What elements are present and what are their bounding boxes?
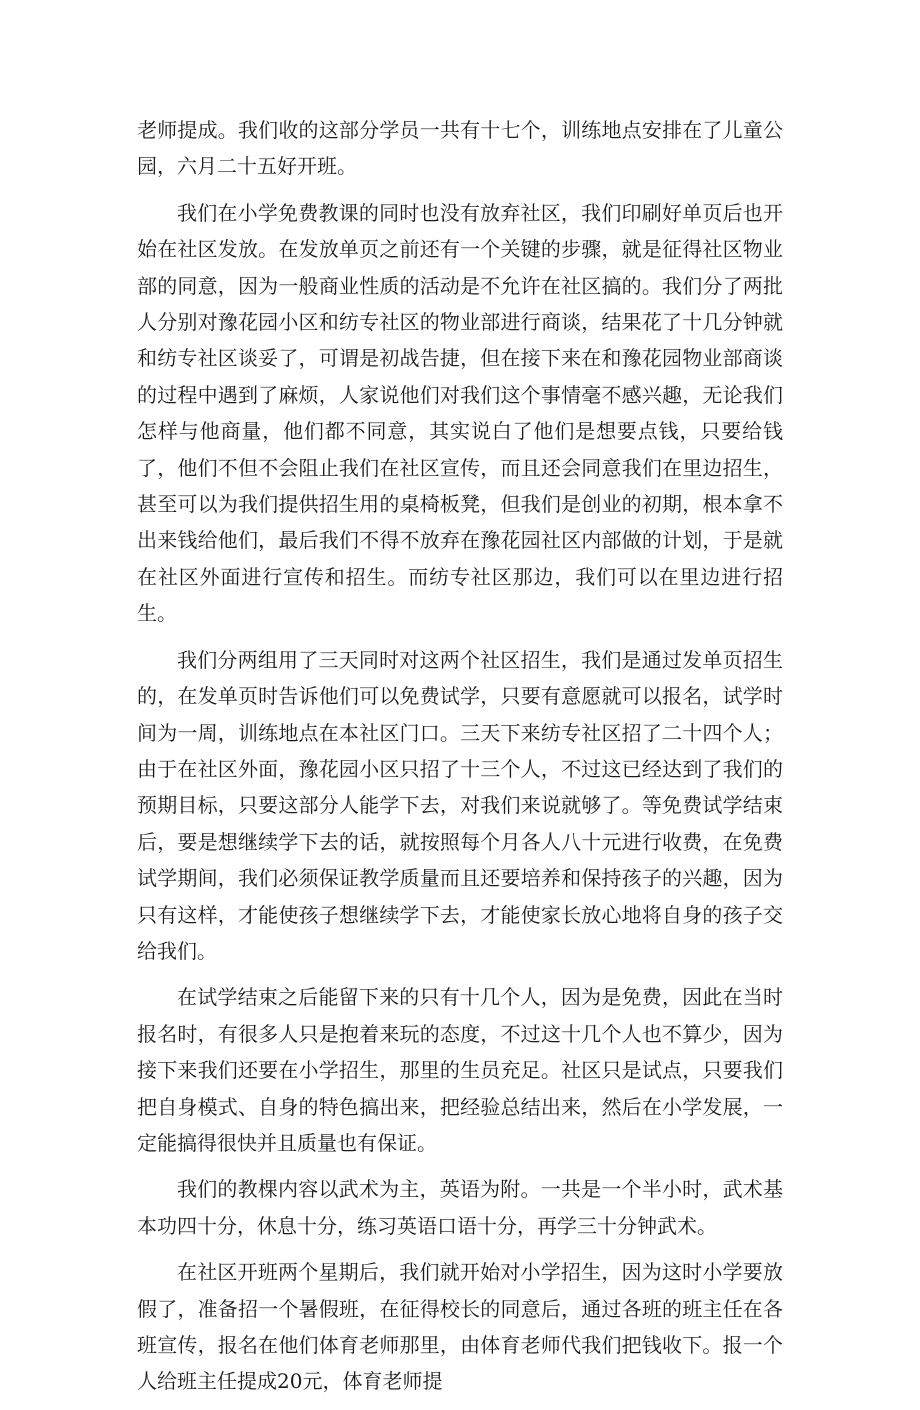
- paragraph-4: 在试学结束之后能留下来的只有十几个人，因为是免费，因此在当时报名时，有很多人只是抱着来玩的态度，不过这十几个人也不算少，因为接下来我们还要在小学招生，那里的生员充足。社区只是试点，只要我们把自身模式、自身的特色搞出来，把经验总结出来，然后在小学发展，一定能搞得很快并且质量也有保证。: [137, 985, 783, 1155]
- paragraph-2: 我们在小学免费教课的同时也没有放弃社区，我们印刷好单页后也开始在社区发放。在发放单页之前还有一个关键的步骤，就是征得社区物业部的同意，因为一般商业性质的活动是不允许在社区搞的。我们分了两批人分别对豫花园小区和纺专社区的物业部进行商谈，结果花了十几分钟就和纺专社区谈妥了，可谓是初战告捷，但在接下来在和豫花园物业部商谈的过程中遇到了麻烦，人家说他们对我们这个事情毫不感兴趣，无论我们怎样与他商量，他们都不同意，其实说白了他们是想要点钱，只要给钱了，他们不但不会阻止我们在社区宣传，而且还会同意我们在里边招生，甚至可以为我们提供招生用的桌椅板凳，但我们是创业的初期，根本拿不出来钱给他们，最后我们不得不放弃在豫花园社区内部做的计划，于是就在社区外面进行宣传和招生。而纺专社区那边，我们可以在里边进行招生。: [137, 200, 783, 626]
- paragraph-6: 在社区开班两个星期后，我们就开始对小学招生，因为这时小学要放假了，准备招一个暑假班，在征得校长的同意后，通过各班的班主任在各班宣传，报名在他们体育老师那里，由体育老师代我们把钱收下。报一个人给班主任提成20元，体育老师提: [137, 1260, 783, 1394]
- paragraph-1: 老师提成。我们收的这部分学员一共有十七个，训练地点安排在了儿童公园，六月二十五好开班。: [137, 118, 783, 179]
- paragraph-5: 我们的教棵内容以武术为主，英语为附。一共是一个半小时，武术基本功四十分，休息十分，练习英语口语十分，再学三十分钟武术。: [137, 1177, 783, 1238]
- paragraph-3: 我们分两组用了三天同时对这两个社区招生，我们是通过发单页招生的，在发单页时告诉他们可以免费试学，只要有意愿就可以报名，试学时间为一周，训练地点在本社区门口。三天下来纺专社区招了二十四个人；由于在社区外面，豫花园小区只招了十三个人，不过这已经达到了我们的预期目标，只要这部分人能学下去，对我们来说就够了。等免费试学结束后，要是想继续学下去的话，就按照每个月各人八十元进行收费，在免费试学期间，我们必须保证教学质量而且还要培养和保持孩子的兴趣，因为只有这样，才能使孩子想继续学下去，才能使家长放心地将自身的孩子交给我们。: [137, 647, 783, 963]
- document-body: [137, 112, 783, 1410]
